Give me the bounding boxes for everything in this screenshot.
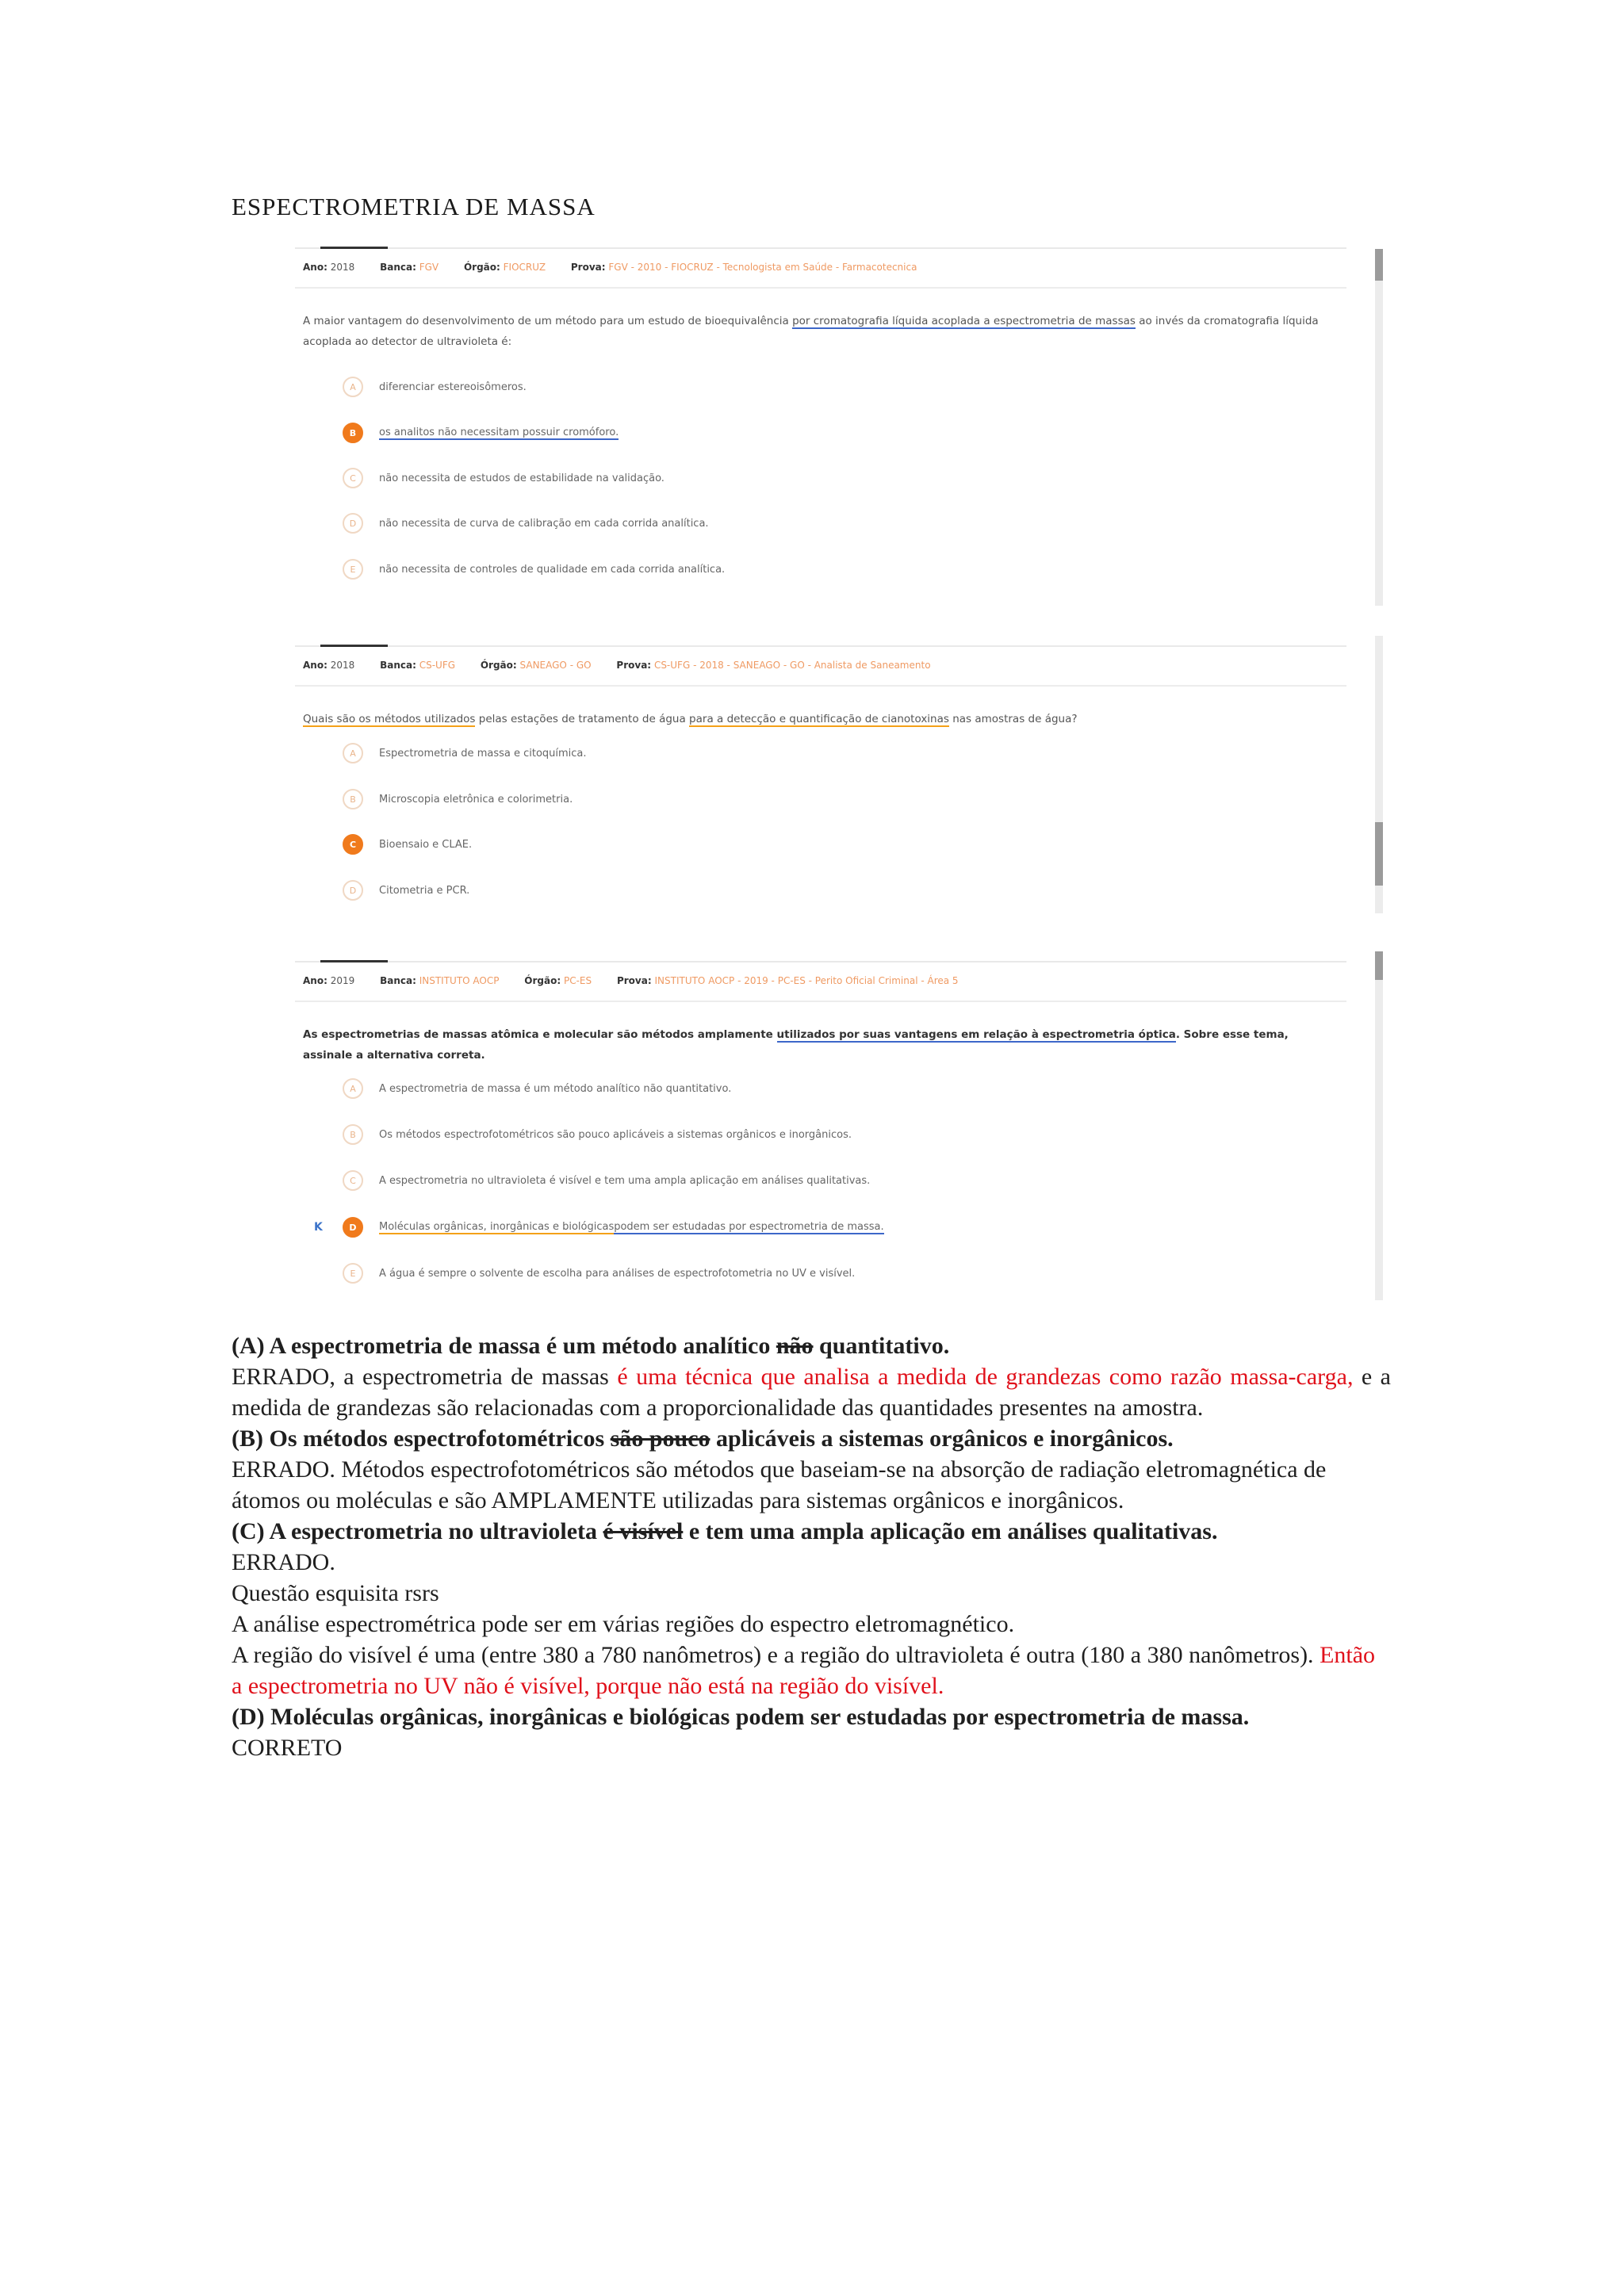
orgao-link[interactable]: PC-ES [563,975,592,986]
question-panel-2 [295,628,1394,929]
option-letter-selected[interactable]: B [343,423,363,443]
option-letter-selected[interactable]: D [343,1217,363,1238]
divider [295,961,1346,962]
divider [295,287,1346,289]
scrollbar[interactable] [1375,636,1383,913]
option-b[interactable]: B Os métodos espectrofotométricos são pouco aplicáveis a sistemas orgânicos e inorgânicos. [343,1124,852,1145]
option-letter[interactable]: A [343,743,363,763]
question-panel-1 [295,230,1394,610]
option-d[interactable]: D não necessita de curva de calibração em cada corrida analítica. [343,513,709,534]
option-c[interactable]: C não necessita de estudos de estabilidade na validação. [343,468,665,488]
answer-b-body: ERRADO. Métodos espectrofotométricos são métodos que baseiam-se na absorção de radiação eletromagnética de átomos ou moléculas e são AMPLAMENTE utilizadas para sistemas orgânicos e inorgânicos. [232,1456,1327,1513]
option-b[interactable]: B os analitos não necessitam possuir cromóforo. [343,423,619,443]
option-a[interactable]: A Espectrometria de massa e citoquímica. [343,743,587,763]
divider [295,247,1346,249]
scrollbar-thumb[interactable] [1375,249,1383,281]
option-e[interactable]: E A água é sempre o solvente de escolha para análises de espectrofotometria no UV e visível. [343,1263,855,1284]
answer-c-body-2: Questão esquisita rsrs [232,1580,439,1606]
answer-d-body: CORRETO [232,1735,343,1761]
option-letter[interactable]: C [343,468,363,488]
question-text: A maior vantagem do desenvolvimento de um método para um estudo de bioequivalência por cromatografia líquida acoplada a espectrometria de massas ao invés da cromatografia líquida acoplada ao detector de ultravioleta é: [303,315,1319,348]
option-c[interactable]: C Bioensaio e CLAE. [343,834,472,855]
question-panel-3 [295,943,1394,1308]
option-letter[interactable]: D [343,513,363,534]
answer-b-heading: (B) Os métodos espectrofotométricos são pouco aplicáveis a sistemas orgânicos e inorgânicos. [232,1425,1174,1452]
option-letter[interactable]: D [343,880,363,901]
divider [295,1001,1346,1002]
option-c[interactable]: C A espectrometria no ultravioleta é visível e tem uma ampla aplicação em análises qualitativas. [343,1170,870,1191]
answer-c-body-1: ERRADO. [232,1549,335,1575]
answer-marker: K [314,1221,323,1234]
scrollbar[interactable] [1375,249,1383,606]
question-text: Quais são os métodos utilizados pelas estações de tratamento de água para a detecção e quantificação de cianotoxinas nas amostras de água? [303,713,1078,725]
prova-link[interactable]: INSTITUTO AOCP - 2019 - PC-ES - Perito Oficial Criminal - Área 5 [654,975,959,986]
scrollbar-thumb[interactable] [1375,951,1383,980]
option-letter[interactable]: E [343,1263,363,1284]
question-meta: Ano: 2019 Banca: INSTITUTO AOCP Órgão: PC-ES Prova: INSTITUTO AOCP - 2019 - PC-ES - Perito Oficial Criminal - Área 5 [303,975,959,986]
option-a[interactable]: A A espectrometria de massa é um método analítico não quantitativo. [343,1078,731,1099]
option-d[interactable]: D Moléculas orgânicas, inorgânicas e biológicas podem ser estudadas por espectrometria de massa. [343,1217,884,1238]
prova-link[interactable]: FGV - 2010 - FIOCRUZ - Tecnologista em Saúde - Farmacotecnica [608,262,917,273]
orgao-link[interactable]: FIOCRUZ [503,262,546,273]
option-a[interactable]: A diferenciar estereoisômeros. [343,377,527,397]
option-b[interactable]: B Microscopia eletrônica e colorimetria. [343,789,573,809]
answers-section [232,1330,1391,1763]
banca-link[interactable]: CS-UFG [419,660,456,671]
divider [295,685,1346,687]
option-letter[interactable]: A [343,377,363,397]
answer-c-body-4: A região do visível é uma (entre 380 a 780 nanômetros) e a região do ultravioleta é outra (180 a 380 nanômetros). Então a espectrometria no UV não é visível, porque não está na região do visível. [232,1642,1376,1699]
option-d[interactable]: D Citometria e PCR. [343,880,469,901]
answer-a-heading: (A) A espectrometria de massa é um método analítico não quantitativo. [232,1333,950,1359]
option-letter-selected[interactable]: C [343,834,363,855]
orgao-link[interactable]: SANEAGO - GO [519,660,592,671]
scrollbar-thumb[interactable] [1375,822,1383,886]
divider [295,645,1346,647]
option-letter[interactable]: B [343,789,363,809]
question-meta: Ano: 2018 Banca: CS-UFG Órgão: SANEAGO - GO Prova: CS-UFG - 2018 - SANEAGO - GO - Analista de Saneamento [303,660,931,671]
answer-c-heading: (C) A espectrometria no ultravioleta é visível e tem uma ampla aplicação em análises qualitativas. [232,1518,1218,1544]
option-letter[interactable]: C [343,1170,363,1191]
question-meta: Ano: 2018 Banca: FGV Órgão: FIOCRUZ Prova: FGV - 2010 - FIOCRUZ - Tecnologista em Saúde - Farmacotecnica [303,262,917,273]
option-letter[interactable]: A [343,1078,363,1099]
prova-link[interactable]: CS-UFG - 2018 - SANEAGO - GO - Analista de Saneamento [653,660,931,671]
banca-link[interactable]: FGV [419,262,439,273]
option-e[interactable]: E não necessita de controles de qualidade em cada corrida analítica. [343,559,725,580]
option-letter[interactable]: E [343,559,363,580]
scrollbar[interactable] [1375,951,1383,1300]
document-title: ESPECTROMETRIA DE MASSA [232,193,596,220]
answer-a-body: ERRADO, a espectrometria de massas é uma técnica que analisa a medida de grandezas como razão massa-carga, e a medida de grandezas são relacionadas com a proporcionalidade das quantidades presentes na amostra. [232,1364,1391,1421]
answer-c-body-3: A análise espectrométrica pode ser em várias regiões do espectro eletromagnético. [232,1611,1015,1637]
question-text: As espectrometrias de massas atômica e molecular são métodos amplamente utilizados por suas vantagens em relação à espectrometria óptica. Sobre esse tema, assinale a alternativa correta. [303,1028,1289,1062]
answer-d-heading: (D) Moléculas orgânicas, inorgânicas e biológicas podem ser estudadas por espectrometria de massa. [232,1704,1250,1730]
banca-link[interactable]: INSTITUTO AOCP [419,975,500,986]
option-letter[interactable]: B [343,1124,363,1145]
